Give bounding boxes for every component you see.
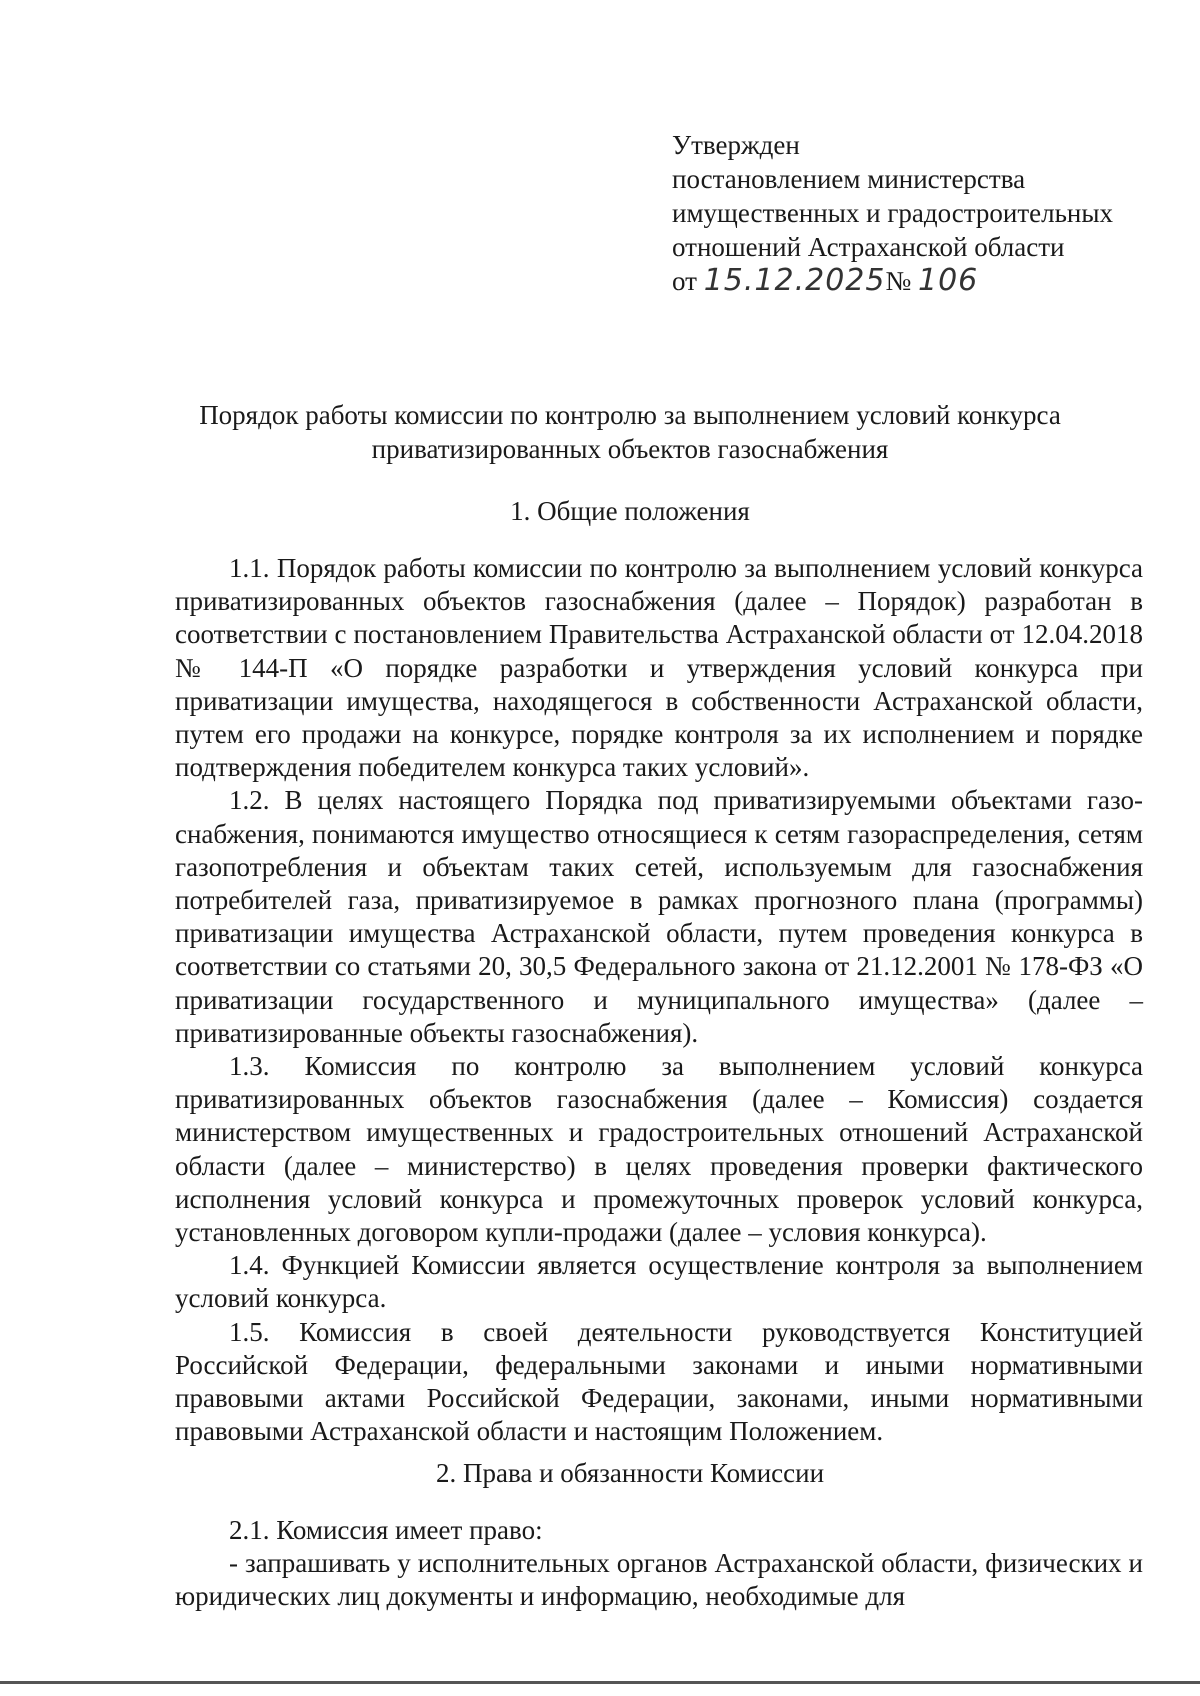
scan-bottom-edge — [0, 1681, 1200, 1684]
approval-line-3: имущественных и градостроительных — [672, 198, 1114, 228]
paragraph-1-5: 1.5. Комиссия в своей деятельности руководствуется Конституцией Российской Федерации, федеральными законами и иными нормативными правовыми актами Российской Федерации, законами, иными нормативными правовыми Астраханской области и настоящим Положением. — [175, 1316, 1143, 1447]
document-title — [150, 398, 1110, 466]
document-title-line-2: приватизированных объектов газоснабжения — [371, 434, 889, 464]
document-title-line-1: Порядок работы комиссии по контролю за выполнением условий конкурса — [199, 400, 1061, 430]
paragraph-1-2: 1.2. В целях настоящего Порядка под приватизируемыми объектами газоснабжения, понимаются имущество относящиеся к сетям газораспределения, сетям газопотребления и объектам таких сетей, используемым для газоснабжения потребителей газа, приватизируемое в рамках прогнозного плана (программы) приватизации имущества Астраханской области, путем проведения конкурса в соответствии со статьями 20, 30,5 Федерального закона от 21.12.2001 № 178-ФЗ «О приватизации государственного и муниципального имущества» (далее – приватизированные объекты газоснабжения). — [175, 785, 1143, 1048]
approval-line-4: отношений Астраханской области — [672, 232, 1065, 262]
approval-date-line — [672, 264, 1172, 298]
section-1-heading: 1. Общие положения — [510, 496, 750, 526]
paragraph-1-3: 1.3. Комиссия по контролю за выполнением условий конкурса приватизированных объектов газоснабжения (далее – Комиссия) создается министерством имущественных и градостроительных отношений Астраханской области (далее – министерство) в целях проведения проверки фактического исполнения условий конкурса и промежуточных проверок условий конкурса, установленных договором купли-продажи (далее – условия конкурса). — [175, 1051, 1143, 1248]
approval-stamp — [672, 128, 1172, 298]
approval-number-sign: № — [885, 266, 912, 296]
approval-line-2: постановлением министерства — [672, 164, 1026, 194]
section-2-body — [175, 1514, 1143, 1614]
paragraph-2-1: 2.1. Комиссия имеет право: — [229, 1515, 543, 1545]
section-2-heading: 2. Права и обязанности Комиссии — [435, 1458, 825, 1488]
approval-line-1: Утвержден — [672, 130, 800, 160]
approval-number-handwritten: 106 — [918, 263, 979, 298]
approval-ot: от — [672, 266, 697, 296]
paragraph-1-1: 1.1. Порядок работы комиссии по контролю за выполнением условий конкурса приватизированных объектов газоснабжения (далее – Порядок) разработан в соответствии с постановлением Правительства Астраханской области от 12.04.2018 № 144-П «О порядке разработки и утверждения условий конкурса при приватизации имущества, находящегося в собственности Астраханской области, путем его продажи на конкурсе, порядке контроля за их исполнением и порядке подтверждения победителем конкурса таких условий». — [175, 553, 1143, 783]
paragraph-1-4: 1.4. Функцией Комиссии является осуществление контроля за выполнением условий конкурса. — [175, 1250, 1143, 1314]
paragraph-2-1-a: - запрашивать у исполнительных органов Астраханской области, физических и юридических лиц документы и информацию, необходимые для — [175, 1548, 1143, 1612]
approval-date-handwritten: 15.12.2025 — [703, 263, 886, 298]
section-1-body — [175, 552, 1143, 1448]
